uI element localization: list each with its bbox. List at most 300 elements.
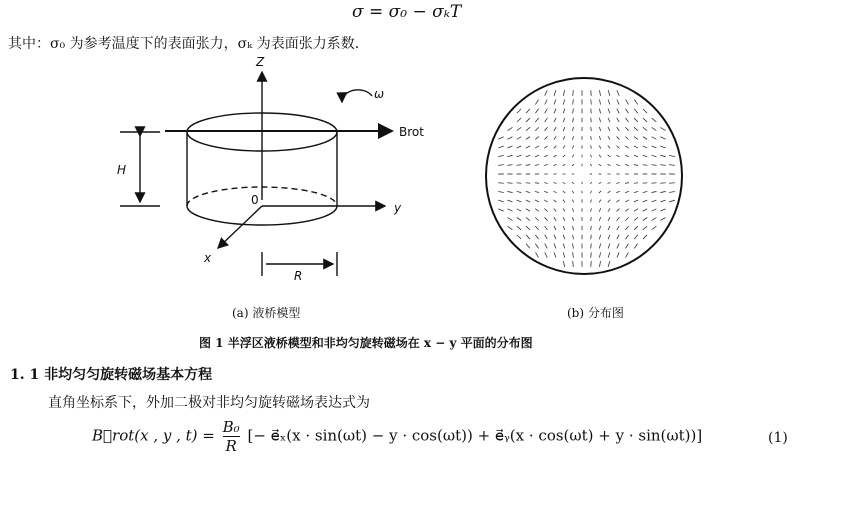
field-vector [599, 191, 601, 193]
field-vector [563, 118, 565, 122]
field-vector [554, 235, 556, 239]
field-vector [573, 127, 574, 131]
field-vector [498, 146, 503, 148]
field-vector [554, 155, 557, 157]
field-vector [535, 137, 539, 140]
label-brot: Brot [399, 125, 424, 139]
field-vector [545, 118, 548, 122]
field-vector [617, 217, 620, 220]
x-axis [218, 206, 262, 248]
label-origin: 0 [251, 193, 259, 207]
field-vector [634, 244, 637, 249]
field-vector [669, 155, 675, 156]
field-vector [517, 183, 522, 184]
field-vector [591, 145, 592, 148]
field-vector [634, 100, 637, 105]
field-vector [634, 165, 638, 166]
field-vector [599, 136, 600, 139]
field-vector [643, 209, 647, 211]
field-vector [608, 127, 610, 131]
field-vector [526, 235, 530, 239]
field-vector [573, 118, 574, 122]
equation-lhs: B⃗rot(x , y , t) = [92, 426, 215, 445]
field-vector [617, 99, 619, 104]
field-vector [660, 146, 665, 148]
field-vector [643, 127, 647, 130]
field-vector [599, 261, 600, 267]
field-vector [660, 137, 665, 140]
liquid-bridge-diagram [120, 72, 392, 276]
paragraph-intro: 直角坐标系下，外加二极对非均匀旋转磁场表达式为 [48, 395, 370, 411]
field-vector [608, 235, 610, 240]
field-vector [563, 261, 564, 267]
field-vector [608, 146, 610, 149]
cylinder-bottom-front [187, 206, 337, 225]
field-vector [591, 155, 592, 158]
field-vector [599, 109, 600, 114]
field-vector [508, 127, 513, 130]
field-vector [625, 165, 629, 166]
field-vector [660, 218, 665, 221]
field-vector [591, 208, 592, 211]
field-vector [652, 155, 657, 156]
field-vector [573, 243, 574, 248]
field-vector [652, 218, 657, 221]
field-vector [652, 137, 657, 140]
field-vector [507, 146, 512, 148]
field-vector [563, 136, 565, 139]
field-vector [507, 209, 512, 211]
field-vector [517, 137, 522, 140]
label-omega: ω [374, 87, 385, 101]
field-vector [526, 146, 530, 148]
caption-b: (b) 分布图 [567, 306, 624, 320]
field-vector [535, 191, 539, 192]
field-vector [517, 235, 521, 239]
field-vector [608, 200, 611, 203]
field-vector [517, 155, 522, 156]
field-vector [508, 226, 513, 229]
field-vector [517, 218, 521, 221]
field-vector [634, 217, 638, 220]
field-vector [573, 217, 574, 221]
field-vector [634, 200, 638, 202]
field-vector [652, 191, 657, 192]
field-vector [617, 235, 619, 239]
field-vector [625, 127, 628, 131]
field-vector [572, 208, 573, 211]
field-vector [617, 252, 619, 257]
field-vector [572, 145, 573, 148]
field-vector [526, 226, 530, 230]
field-vector [608, 99, 610, 104]
field-vector [643, 146, 647, 148]
field-vector [563, 127, 565, 131]
field-vector [608, 109, 610, 114]
field-vector [498, 209, 503, 211]
field-vector [590, 164, 591, 166]
section-title: 1. 1 非均匀匀旋转磁场基本方程 [10, 367, 213, 383]
field-vector [572, 164, 574, 166]
field-vector [554, 244, 556, 249]
field-vector [590, 191, 591, 194]
field-vector [643, 235, 647, 239]
label-r: R [294, 269, 303, 283]
field-vector [517, 109, 521, 113]
field-vector [563, 208, 565, 211]
field-vector [545, 109, 548, 114]
field-vector [643, 217, 647, 220]
field-vector [535, 209, 539, 212]
field-vector [544, 200, 547, 202]
field-vector [608, 252, 610, 257]
field-vector [608, 244, 610, 249]
field-vector [526, 109, 530, 113]
field-vector [625, 217, 628, 220]
field-vector [634, 127, 638, 130]
field-distribution-plot [486, 78, 682, 274]
field-vector [617, 209, 620, 212]
field-vector [554, 109, 556, 114]
field-vector [643, 118, 647, 122]
label-z: Z [256, 55, 265, 69]
field-vector [573, 261, 574, 267]
field-vector [544, 136, 547, 139]
field-vector [599, 127, 600, 131]
field-vector [573, 99, 574, 104]
figure-caption: 图 1 半浮区液桥模型和非均匀旋转磁场在 x − y 平面的分布图 [199, 336, 533, 350]
field-vector [572, 182, 574, 183]
field-vector [563, 191, 565, 193]
field-vector [617, 146, 620, 149]
field-vector [526, 191, 530, 192]
field-vector [563, 99, 564, 104]
field-vector [608, 118, 610, 122]
field-vector [591, 217, 592, 221]
field-vector [652, 127, 657, 130]
field-vector [507, 200, 512, 202]
field-vector [590, 182, 592, 184]
equation-magnetic-field [92, 418, 702, 455]
field-vector [544, 183, 548, 184]
field-vector [517, 209, 522, 211]
field-vector [625, 226, 628, 230]
field-vector [517, 226, 521, 230]
field-vector [544, 146, 547, 148]
field-vector [599, 90, 600, 96]
field-vector [608, 217, 610, 221]
field-vector [554, 226, 556, 230]
field-vector [526, 217, 530, 220]
field-vector [535, 200, 539, 202]
field-vector [507, 191, 512, 192]
field-vector [535, 252, 538, 257]
field-vector [626, 100, 629, 105]
field-vector [607, 183, 610, 184]
field-vector [626, 244, 629, 249]
field-vector [554, 118, 556, 122]
field-vector [572, 155, 573, 158]
field-vector [651, 183, 656, 184]
field-vector [535, 244, 538, 249]
field-vector [643, 109, 647, 113]
field-vector [616, 200, 619, 202]
field-vector [625, 200, 629, 202]
field-vector [563, 235, 564, 240]
field-vector [572, 136, 573, 140]
field-vector [498, 155, 504, 156]
field-vector [590, 174, 592, 175]
field-vector [617, 118, 620, 122]
field-vector [563, 109, 564, 114]
field-vector [617, 109, 619, 114]
field-vector [634, 155, 638, 157]
field-vector [535, 109, 538, 113]
field-vector [563, 244, 564, 249]
field-vector [634, 209, 638, 212]
field-vector [616, 164, 619, 165]
field-vector [652, 200, 657, 202]
field-vector [625, 235, 628, 239]
field-vector [626, 252, 629, 257]
field-vector [544, 191, 547, 192]
field-vector [625, 146, 629, 148]
field-vector [608, 208, 610, 211]
field-vector [544, 164, 548, 165]
field-vector [643, 226, 647, 230]
field-vector [507, 155, 512, 156]
field-vector [617, 127, 620, 131]
field-vector [498, 165, 504, 166]
field-vector [634, 146, 638, 148]
field-vector [652, 226, 657, 229]
field-vector [535, 127, 538, 130]
field-vector [608, 191, 611, 193]
field-vector [545, 217, 548, 220]
field-vector [563, 226, 565, 230]
label-h: H [117, 163, 127, 177]
field-vector [617, 136, 620, 139]
field-vector [608, 155, 611, 157]
equation-number: (1) [768, 430, 788, 446]
field-vector [526, 118, 530, 122]
field-vector [517, 146, 522, 148]
omega-arrow [342, 90, 372, 102]
field-vector [544, 155, 547, 157]
field-vector [508, 137, 513, 140]
field-vector [608, 90, 610, 96]
field-vector [591, 199, 592, 202]
field-vector [508, 218, 513, 221]
field-vector [498, 200, 504, 202]
field-vector [617, 90, 619, 95]
field-vector [599, 145, 601, 148]
field-vector [553, 164, 556, 165]
field-vector [545, 244, 548, 249]
field-vector [498, 137, 503, 139]
field-vector [616, 183, 619, 184]
field-vector [652, 209, 657, 211]
fraction-denominator: R [225, 437, 237, 455]
paragraph-definitions: 其中：σ₀ 为参考温度下的表面张力，σₖ 为表面张力系数. [8, 36, 360, 52]
field-vector [572, 191, 574, 193]
field-vector [526, 137, 530, 140]
field-vector [563, 252, 564, 257]
field-vector [652, 146, 657, 148]
field-vector [660, 200, 665, 202]
field-vector [554, 136, 556, 139]
field-vector [625, 209, 628, 212]
field-vector [554, 99, 556, 104]
field-vector [625, 155, 629, 157]
field-vector [545, 235, 548, 239]
field-vector [599, 217, 600, 221]
field-vector [573, 226, 574, 230]
field-vector [652, 118, 657, 122]
field-vector [634, 109, 638, 113]
field-vector [591, 243, 592, 248]
field-vector [526, 127, 530, 130]
field-vector [660, 209, 665, 211]
field-vector [626, 109, 629, 113]
field-vector [591, 226, 592, 230]
field-vector [591, 235, 592, 240]
field-vector [526, 183, 530, 184]
field-vector [545, 100, 548, 105]
field-vector [651, 165, 656, 166]
field-vector [526, 209, 530, 212]
field-vector [660, 165, 665, 166]
field-vector [563, 155, 565, 157]
field-vector [634, 226, 638, 230]
field-vector [608, 261, 610, 267]
field-vector [608, 136, 610, 139]
field-vector [554, 146, 557, 149]
field-vector [554, 252, 556, 257]
field-vector [545, 252, 548, 257]
field-vector [554, 200, 557, 202]
field-vector [535, 226, 538, 230]
field-vector [572, 200, 573, 203]
field-vector [591, 109, 592, 114]
field-vector [544, 209, 547, 212]
field-vector [669, 165, 675, 166]
field-vector [669, 191, 675, 192]
field-vector [573, 90, 574, 96]
field-vector [563, 183, 566, 184]
equation-surface-tension: σ = σ₀ − σₖT [352, 2, 462, 22]
field-vector [535, 183, 539, 184]
field-vector [517, 165, 522, 166]
field-vector [535, 155, 539, 157]
field-vector [660, 155, 665, 156]
field-vector [535, 165, 539, 166]
field-vector [545, 90, 547, 95]
field-vector [591, 136, 592, 140]
field-vector [660, 191, 665, 192]
field-vector [554, 90, 556, 95]
field-vector [553, 183, 556, 184]
field-vector [599, 182, 602, 183]
field-vector [498, 191, 504, 192]
field-vector [507, 165, 512, 166]
field-vector [625, 137, 628, 140]
field-vector [582, 182, 583, 184]
field-vector [545, 226, 548, 230]
field-vector [563, 164, 566, 165]
field-vector [660, 127, 665, 130]
caption-a: (a) 液桥模型 [232, 306, 301, 320]
field-vector [643, 191, 648, 192]
field-vector [591, 118, 592, 122]
field-vector [591, 127, 592, 131]
field-vector [563, 146, 565, 149]
field-vector [517, 118, 521, 122]
label-x: x [204, 251, 212, 265]
field-vector [608, 164, 611, 165]
field-vector [643, 155, 648, 156]
field-vector [669, 200, 675, 202]
field-vector [599, 252, 600, 257]
field-vector [616, 191, 619, 193]
field-vector [599, 244, 600, 249]
field-vector [616, 155, 619, 157]
field-vector [625, 183, 629, 184]
field-vector [634, 183, 638, 184]
field-vector [517, 191, 522, 192]
field-vector [599, 226, 600, 230]
field-vector [517, 127, 521, 130]
field-vector [563, 90, 564, 96]
field-vector [643, 137, 647, 140]
field-vector [535, 100, 538, 105]
field-vector [535, 118, 538, 122]
field-vector [554, 217, 556, 221]
field-vector [535, 235, 538, 239]
field-vector [599, 235, 600, 240]
field-vector [563, 217, 565, 221]
field-vector [634, 118, 638, 122]
field-vector [599, 208, 601, 211]
field-vector [526, 155, 530, 157]
field-vector [617, 226, 620, 230]
field-vector [599, 118, 600, 122]
field-vector [634, 191, 638, 192]
field-vector [554, 127, 556, 131]
field-vector [608, 226, 610, 230]
field-vector [599, 200, 601, 203]
field-vector [617, 244, 619, 249]
field-vector [599, 155, 601, 157]
field-vector [573, 252, 574, 257]
field-vector [517, 200, 522, 202]
field-vector [634, 235, 638, 239]
field-vector [553, 191, 556, 193]
label-y: y [394, 201, 402, 215]
field-vector [625, 118, 628, 122]
field-vector [599, 164, 601, 166]
field-vector [526, 165, 530, 166]
field-vector [643, 165, 648, 166]
field-vector [535, 217, 539, 220]
fraction-numerator: B₀ [222, 418, 240, 436]
field-vector [554, 209, 557, 212]
field-vector [643, 183, 648, 184]
equation-rhs: [− e⃗ₓ(x · sin(ωt) − y · cos(ωt)) + e⃗ᵧ(x · cos(ωt) + y · sin(ωt))] [247, 426, 703, 445]
field-vector [545, 127, 548, 131]
field-vector [625, 191, 629, 192]
field-vector [643, 200, 648, 202]
